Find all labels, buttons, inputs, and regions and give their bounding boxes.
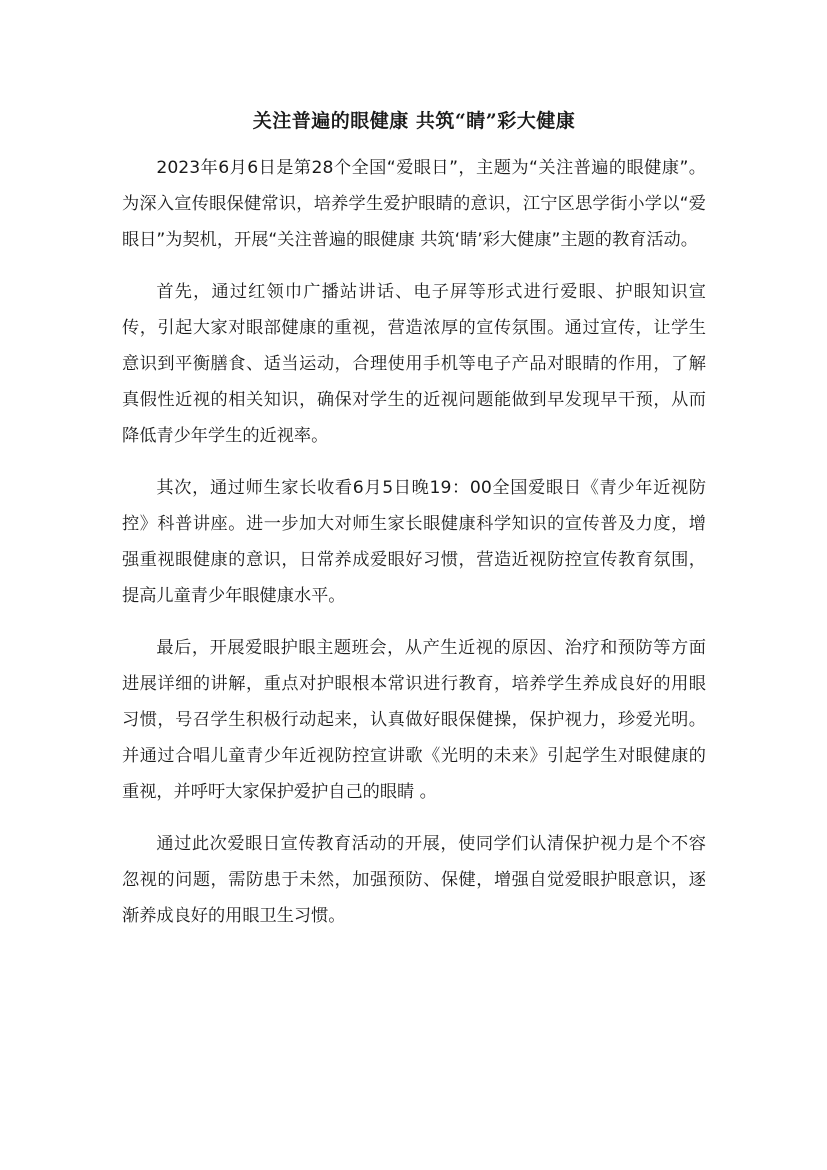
document-body xyxy=(122,104,706,950)
paragraph-second: 其次，通过师生家长收看6月5日晚19：00全国爱眼日《青少年近视防控》科普讲座。进一步加大对师生家长眼健康科学知识的宣传普及力度，增强重视眼健康的意识，日常养成爱眼好习惯，营造近视防控宣传教育氛围，提高儿童青少年眼健康水平。 xyxy=(122,478,706,606)
paragraph-conclusion: 通过此次爱眼日宣传教育活动的开展，使同学们认清保护视力是个不容忽视的问题，需防患于未然，加强预防、保健，增强自觉爱眼护眼意识，逐渐养成良好的用眼卫生习惯。 xyxy=(122,834,706,926)
document-title: 关注普遍的眼健康 共筑“睛”彩大健康 xyxy=(252,110,576,132)
paragraph-last: 最后，开展爱眼护眼主题班会，从产生近视的原因、治疗和预防等方面进展详细的讲解，重点对护眼根本常识进行教育，培养学生养成良好的用眼习惯，号召学生积极行动起来，认真做好眼保健操，保护视力，珍爱光明。并通过合唱儿童青少年近视防控宣讲歌《光明的未来》引起学生对眼健康的重视，并呼吁大家保护爱护自己的眼睛 。 xyxy=(122,638,706,802)
paragraph-first: 首先，通过红领巾广播站讲话、电子屏等形式进行爱眼、护眼知识宣传，引起大家对眼部健康的重视，营造浓厚的宣传氛围。通过宣传，让学生意识到平衡膳食、适当运动，合理使用手机等电子产品对眼睛的作用，了解真假性近视的相关知识，确保对学生的近视问题能做到早发现早干预，从而降低青少年学生的近视率。 xyxy=(122,282,706,446)
paragraph-intro: 2023年6月6日是第28个全国“爱眼日”，主题为“关注普遍的眼健康”。为深入宣传眼保健常识，培养学生爱护眼睛的意识，江宁区思学街小学以“爱眼日”为契机，开展“关注普遍的眼健康 共筑‘睛’彩大健康”主题的教育活动。 xyxy=(122,158,706,250)
